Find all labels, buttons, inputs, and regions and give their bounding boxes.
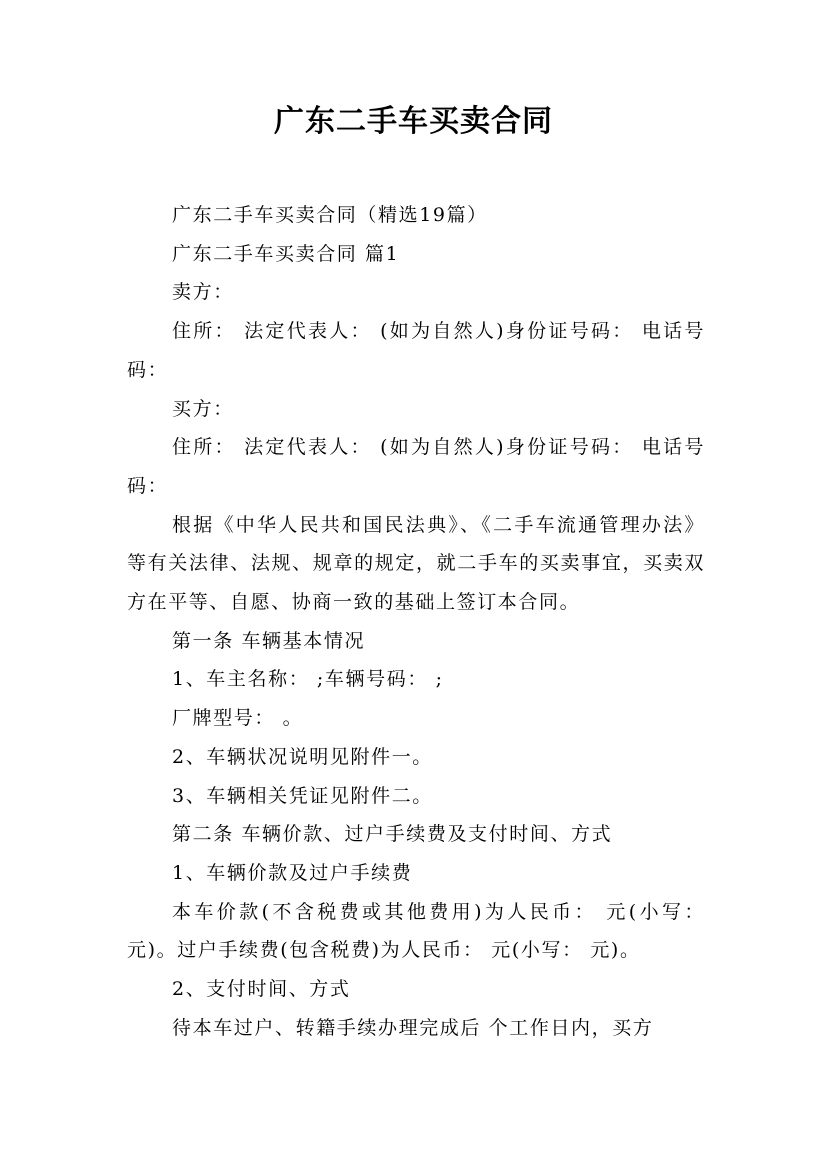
paragraph: 待本车过户、转籍手续办理完成后 个工作日内，买方: [172, 1016, 654, 1039]
paragraph: 1、车辆价款及过户手续费: [172, 861, 413, 884]
paragraph: 买方：: [172, 397, 234, 420]
paragraph: 根据《中华人民共和国民法典》、《二手车流通管理办法》等有关法律、法规、规章的规定，就二手车的买卖事宜，买卖双方在平等、自愿、协商一致的基础上签订本合同。: [127, 513, 705, 614]
paragraph: 广东二手车买卖合同（精选19篇）: [172, 204, 488, 226]
paragraph: 2、支付时间、方式: [172, 978, 351, 1001]
paragraph: 3、车辆相关凭证见附件二。: [172, 784, 433, 807]
paragraph: 住所： 法定代表人： (如为自然人)身份证号码： 电话号码：: [127, 320, 705, 381]
paragraph: 本车价款(不含税费或其他费用)为人民币： 元(小写： 元)。过户手续费(包含税费)为人民币： 元(小写： 元)。: [127, 900, 705, 962]
document-body: [127, 196, 705, 1047]
paragraph: 卖方：: [172, 281, 234, 304]
paragraph: 1、车主名称： ;车辆号码： ;: [172, 668, 444, 691]
paragraph: 厂牌型号： 。: [172, 707, 304, 730]
paragraph: 2、车辆状况说明见附件一。: [172, 745, 433, 768]
paragraph: 广东二手车买卖合同 篇1: [172, 242, 400, 265]
document-title: 广东二手车买卖合同: [274, 104, 553, 139]
paragraph: 住所： 法定代表人： (如为自然人)身份证号码： 电话号码：: [127, 436, 705, 497]
paragraph: 第一条 车辆基本情况: [172, 629, 366, 652]
paragraph: 第二条 车辆价款、过户手续费及支付时间、方式: [172, 823, 613, 846]
